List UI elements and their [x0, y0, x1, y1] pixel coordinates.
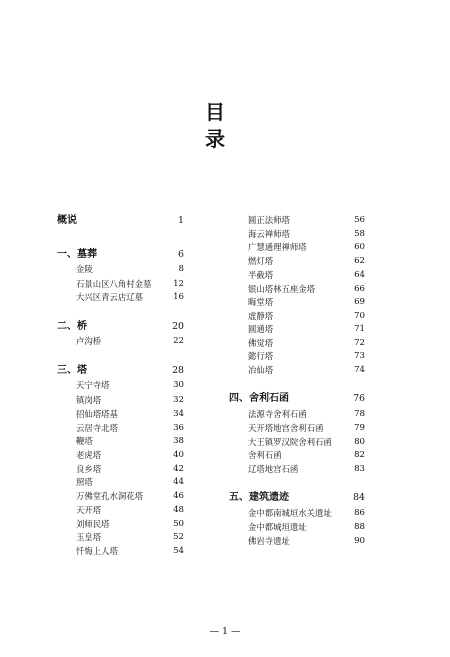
- toc-section-page: 84: [353, 492, 365, 503]
- toc-entry-page: 52: [173, 532, 184, 542]
- toc-entry-page: 74: [354, 365, 365, 375]
- page-title-bottom: 录: [205, 127, 225, 151]
- page-title-top: 目: [205, 100, 225, 124]
- toc-entry-label: 圆正法师塔: [248, 215, 290, 225]
- toc-entry-label: 半截塔: [248, 270, 274, 280]
- toc-entry-label: 舍利石函: [248, 450, 282, 460]
- toc-section-page: 28: [172, 365, 184, 376]
- toc-entry-label: 虚静塔: [248, 311, 274, 321]
- toc-entry-page: 16: [173, 292, 184, 302]
- toc-entry-page: 71: [354, 324, 365, 334]
- page-number-footer: — 1 —: [209, 626, 241, 637]
- toc-entry-page: 90: [354, 536, 365, 546]
- toc-section-label: 一、墓葬: [57, 249, 97, 260]
- toc-entry-page: 78: [354, 409, 365, 419]
- toc-section-label: 概说: [57, 215, 77, 226]
- toc-section-label: 二、桥: [57, 321, 87, 332]
- toc-section-label: 三、塔: [57, 365, 87, 376]
- toc-entry-label: 金中都南城垣水关遗址: [248, 508, 332, 518]
- toc-entry-page: 69: [354, 297, 365, 307]
- toc-entry-page: 36: [173, 423, 184, 433]
- toc-entry-page: 22: [173, 336, 184, 346]
- toc-entry-label: 海云禅师塔: [248, 229, 290, 239]
- toc-entry-page: 66: [354, 284, 365, 294]
- toc-entry-label: 鞭塔: [76, 436, 93, 446]
- toc-entry-label: 天开塔: [76, 505, 102, 515]
- toc-entry-label: 良乡塔: [76, 464, 102, 474]
- toc-entry-label: 照塔: [76, 477, 93, 487]
- toc-entry-label: 玉皇塔: [76, 532, 102, 542]
- toc-entry-page: 12: [173, 279, 184, 289]
- toc-entry-page: 38: [173, 436, 184, 446]
- toc-entry-label: 镇岗塔: [76, 395, 102, 405]
- toc-entry-page: 42: [173, 464, 184, 474]
- toc-section-page: 76: [353, 393, 365, 404]
- toc-entry-label: 天宁寺塔: [76, 380, 110, 390]
- toc-entry-page: 40: [173, 450, 184, 460]
- toc-entry-label: 老虎塔: [76, 450, 102, 460]
- toc-entry-page: 83: [354, 464, 365, 474]
- toc-entry-label: 忏悔上人塔: [76, 546, 118, 556]
- toc-entry-label: 银山塔林五座金塔: [248, 284, 315, 294]
- toc-entry-label: 大王镇罗汉院舍利石函: [248, 437, 332, 447]
- toc-entry-label: 圆通塔: [248, 324, 274, 334]
- toc-entry-label: 冶仙塔: [248, 365, 274, 375]
- toc-section-label: 五、建筑遗迹: [229, 492, 289, 503]
- toc-entry-label: 懿行塔: [248, 351, 274, 361]
- toc-entry-page: 86: [354, 508, 365, 518]
- toc-entry-label: 晦堂塔: [248, 297, 274, 307]
- toc-entry-page: 62: [354, 256, 365, 266]
- toc-section-page: 20: [172, 321, 184, 332]
- toc-entry-label: 佛觉塔: [248, 338, 274, 348]
- toc-entry-page: 32: [173, 395, 184, 405]
- toc-entry-label: 金陵: [76, 264, 93, 274]
- toc-entry-label: 法源寺舍利石函: [248, 409, 307, 419]
- toc-entry-page: 79: [354, 423, 365, 433]
- toc-entry-label: 天开塔地宫舍利石函: [248, 423, 324, 433]
- toc-entry-page: 48: [173, 505, 184, 515]
- toc-section-page: 6: [178, 249, 184, 260]
- toc-entry-label: 大兴区青云店辽墓: [76, 292, 143, 302]
- toc-entry-label: 云居寺北塔: [76, 423, 118, 433]
- toc-entry-page: 58: [354, 229, 365, 239]
- toc-entry-page: 46: [173, 491, 184, 501]
- toc-entry-page: 72: [354, 338, 365, 348]
- toc-entry-page: 8: [178, 264, 184, 274]
- toc-entry-page: 30: [173, 380, 184, 390]
- toc-entry-label: 金中都城垣遗址: [248, 522, 307, 532]
- toc-entry-page: 64: [354, 270, 365, 280]
- toc-entry-page: 73: [354, 351, 365, 361]
- toc-entry-page: 34: [173, 409, 184, 419]
- toc-entry-page: 88: [354, 522, 365, 532]
- toc-entry-page: 80: [354, 437, 365, 447]
- toc-entry-label: 辽塔地宫石函: [248, 464, 299, 474]
- toc-entry-page: 60: [354, 242, 365, 252]
- toc-entry-page: 82: [354, 450, 365, 460]
- toc-entry-page: 54: [173, 546, 184, 556]
- toc-entry-label: 佛岩寺遗址: [248, 536, 290, 546]
- toc-entry-page: 70: [354, 311, 365, 321]
- toc-section-label: 四、舍利石函: [229, 393, 289, 404]
- toc-entry-label: 石景山区八角村金墓: [76, 279, 152, 289]
- toc-entry-label: 卢沟桥: [76, 336, 102, 346]
- toc-entry-page: 50: [173, 519, 184, 529]
- toc-entry-page: 44: [173, 477, 184, 487]
- toc-entry-label: 招仙塔塔基: [76, 409, 118, 419]
- toc-entry-label: 广慧通理禅师塔: [248, 242, 307, 252]
- toc-entry-label: 刘师民塔: [76, 519, 110, 529]
- toc-section-page: 1: [178, 215, 184, 226]
- toc-entry-page: 56: [354, 215, 365, 225]
- toc-entry-label: 燃灯塔: [248, 256, 274, 266]
- toc-entry-label: 万佛堂孔水洞花塔: [76, 491, 143, 501]
